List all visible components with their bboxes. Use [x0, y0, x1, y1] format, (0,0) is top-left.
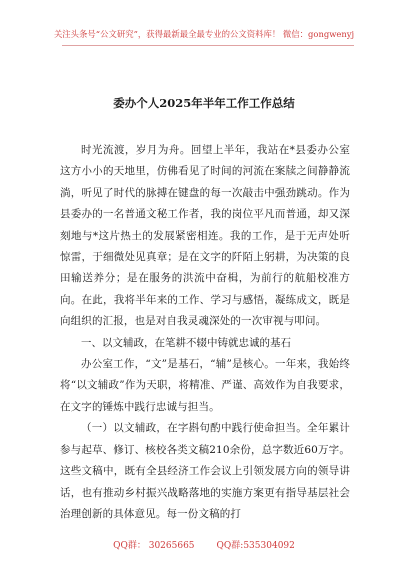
- intro-paragraph: 时光流渡，岁月为舟。回望上半年，我站在*县委办公室这方小小的天地里，仿佛看见了时间的河流在案牍之间静静流淌，听见了时代的脉搏在键盘的每一次敲击中强劲跳动。作为县委办的一名普通文秘工作者，我的岗位平凡而普通，却又深刻地与*这片热土的发展紧密相连。我的工作，是于无声处听惊雷，于细微处见真章；是在文字的阡陌上躬耕，为决策的良田输送养分；是在服务的洪流中奋楫，为前行的航船校准方向。在此，我将半年来的工作、学习与感悟，凝练成文，既是向组织的汇报，也是对自我灵魂深处的一次审视与叩问。: [60, 144, 350, 328]
- section-paragraph: （一）以文辅政，在字斟句酌中践行使命担当。全年累计参与起草、修订、核校各类文稿210余份，总字数近60万字。这些文稿中，既有全县经济工作会议上引领发展方向的领导讲话，也有推动乡村振兴战略落地的实施方案更有指导基层社会治理创新的具体意见。每一份文稿的打: [60, 422, 350, 520]
- document-body: [60, 140, 350, 525]
- footer-contact: [0, 538, 408, 551]
- footer-qq-group-1: QQ群： 30265665: [113, 541, 195, 551]
- section-heading: 一、以文辅政，在笔耕不辍中铸就忠诚的基石: [81, 336, 291, 349]
- footer-qq-group-2: QQ群:535304092: [216, 541, 295, 551]
- header-promo-note: 关注头条号“公文研究”，获得最新最全最专业的公文资料库！ 微信：gongwenyj: [53, 29, 355, 39]
- header-divider: [62, 45, 354, 46]
- document-title: 委办个人2025年半年工作工作总结: [113, 96, 295, 110]
- section-paragraph: 办公室工作，“文”是基石，“辅”是核心。一年来，我始终将“以文辅政”作为天职，将精准、严谨、高效作为自我要求，在文字的锤炼中践行忠诚与担当。: [60, 358, 350, 413]
